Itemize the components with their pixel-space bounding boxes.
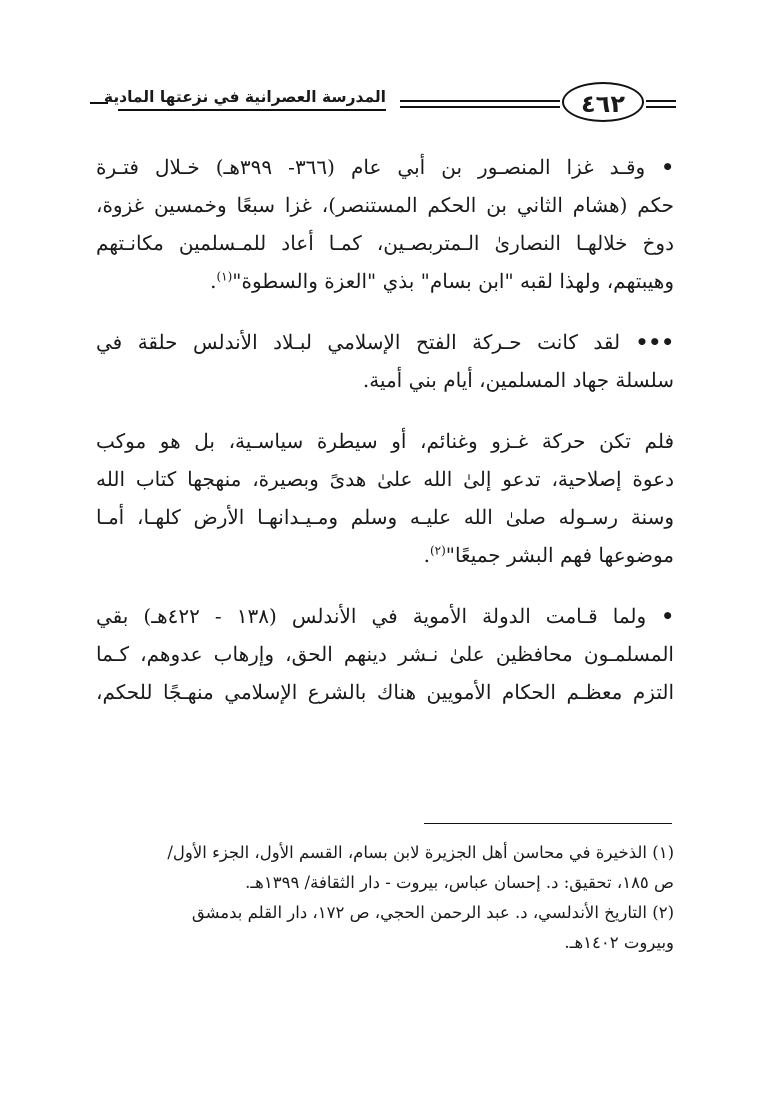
page-header [90,78,675,128]
text-line: وهيبتهم، ولهذا لقبه "ابن بسام" بذي "العزة والسطوة"$^{(١)}$. [210,269,674,293]
footnote-ref: (١) [216,269,233,284]
header-rule-bottom [400,106,560,108]
text-line: فلم تكن حركة غـزو وغنائم، أو سيطرة سياسـية، بل هو موكب [96,429,674,453]
text-line: ••• لقد كانت حـركة الفتح الإسلامي لبـلاد الأندلس حلقة في [96,330,674,354]
bullet: ••• [635,330,674,354]
body-text [96,148,674,734]
paragraph [96,597,674,711]
text-line: دوخ خلالهـا النصارىٰ الـمتربصـين، كمـا أعاد للمـسلمين مكانـتهم [96,231,674,255]
text-line: دعوة إصلاحية، تدعو إلىٰ الله علىٰ هدىً وبصيرة، منهجها كتاب الله [96,467,674,491]
text-line: التزم معظـم الحكام الأمويين هناك بالشرع الإسلامي منهـجًا للحكم، [96,680,674,704]
text-line: • وقـد غزا المنصـور بن أبي عام (٣٦٦- ٣٩٩هـ) خـلال فتـرة [96,155,674,179]
paragraph [96,422,674,574]
text-line: سلسلة جهاد المسلمين، أيام بني أمية. [362,368,674,392]
text-line: حكم (هشام الثاني بن الحكم المستنصر)، غزا سبعًا وخمسين غزوة، [96,193,674,217]
footnote-ref: (٢) [429,543,446,558]
footnote-separator [424,823,672,824]
text-line: وسنة رسـوله صلىٰ الله عليـه وسلم ومـيـدانهـا الأرض كلهـا، أمـا [96,505,675,529]
paragraph [96,323,674,399]
text-line: المسلمـون محافظين علىٰ نـشر دينهم الحق، وإرهاب عدوهم، كـما [96,642,674,666]
header-tail-top [646,100,676,102]
footnote-line: وبيروت ١٤٠٢هـ. [564,933,674,952]
bullet: • [661,155,674,179]
footnote-line: (٢) التاريخ الأندلسي، د. عبد الرحمن الحجي، ص ١٧٢، دار القلم بدمشق [191,903,674,922]
page-number: ٤٦٢ [562,82,644,122]
bullet: • [661,604,674,628]
running-title: المدرسة العصرانية في نزعتها المادية [118,86,386,111]
paragraph [96,148,674,300]
header-tail-bottom [646,106,676,108]
footnote-line: (١) الذخيرة في محاسن أهل الجزيرة لابن بسام، القسم الأول، الجزء الأول/ [167,843,674,862]
footnote-line: ص ١٨٥، تحقيق: د. إحسان عباس، بيروت - دار الثقافة/ ١٣٩٩هـ. [245,873,674,892]
footnotes [100,838,674,958]
text-line: موضوعها فهم البشر جميعًا"$^{(٢)}$. [423,543,674,567]
header-rule-top [400,100,560,102]
text-line: • ولما قـامت الدولة الأموية في الأندلس (١٣٨ - ٤٢٢هـ) بقي [96,604,674,628]
